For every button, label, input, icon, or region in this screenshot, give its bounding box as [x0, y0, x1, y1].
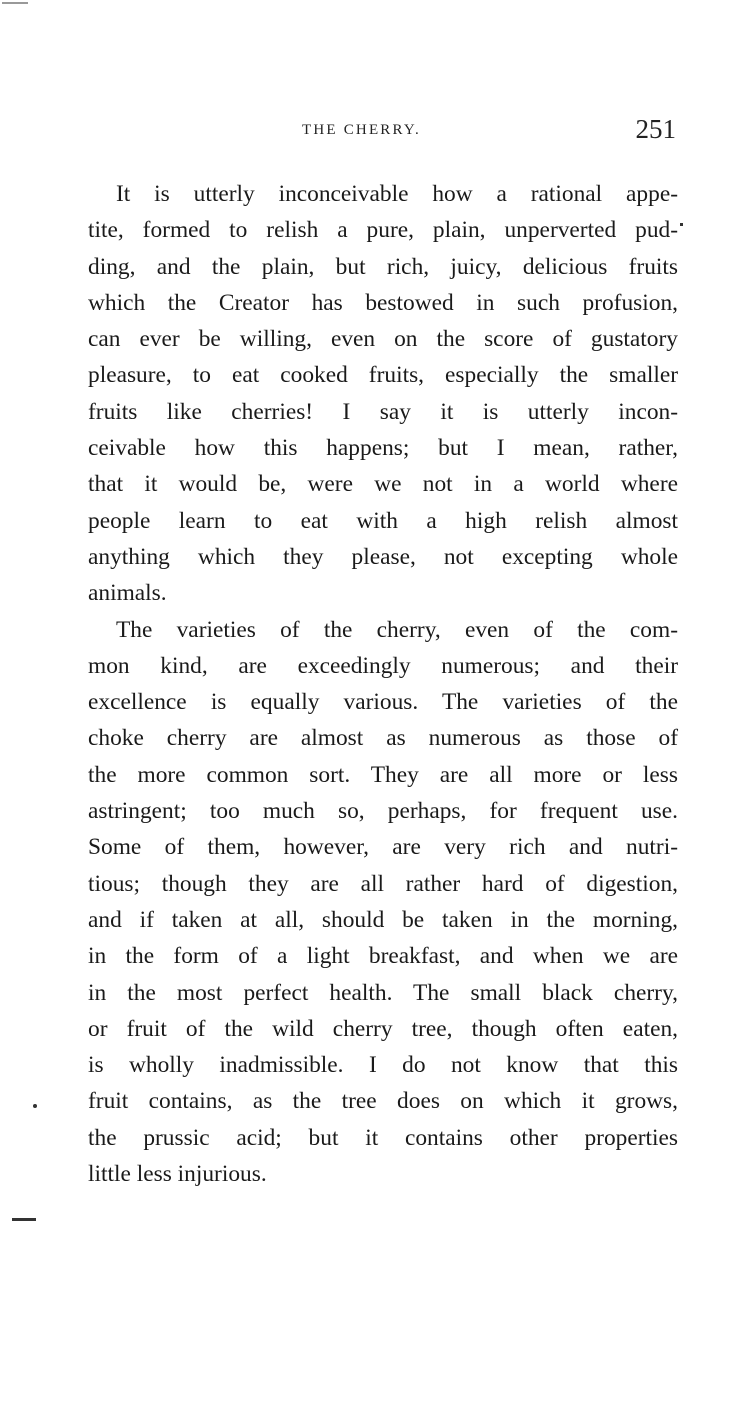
text-line: can ever be willing, even on the score of gustatory [88, 326, 678, 353]
paragraph-1 [88, 176, 678, 612]
text-line: Some of them, however, are very rich and nutri- [88, 834, 678, 861]
text-line: people learn to eat with a high relish almost [88, 507, 678, 534]
scan-speck-top-left [2, 2, 28, 4]
text-line: is wholly inadmissible. I do not know that this [88, 1052, 678, 1079]
running-title: THE CHERRY. [302, 122, 421, 138]
text-line: The varieties of the cherry, even of the com- [116, 616, 678, 643]
text-line: that it would be, were we not in a world where [88, 471, 678, 498]
text-line: which the Creator has bestowed in such profusion, [88, 289, 678, 316]
text-line: pleasure, to eat cooked fruits, especially the smaller [88, 362, 678, 389]
text-line: choke cherry are almost as numerous as those of [88, 725, 678, 752]
text-line: tite, formed to relish a pure, plain, unperverted pud- [88, 217, 678, 244]
text-line: animals. [88, 580, 167, 607]
text-line: astringent; too much so, perhaps, for frequent use. [88, 798, 678, 825]
text-line: tious; though they are all rather hard of digestion, [88, 870, 678, 897]
scan-speck-margin-dash [12, 1218, 36, 1221]
text-line: or fruit of the wild cherry tree, though often eaten, [88, 1015, 678, 1042]
scan-speck-margin-dot [33, 1104, 37, 1108]
body-text [88, 176, 678, 1192]
text-line: mon kind, are exceedingly numerous; and their [88, 652, 678, 679]
text-line: in the form of a light breakfast, and when we are [88, 943, 678, 970]
scan-speck-right-margin [680, 223, 683, 226]
text-line: It is utterly inconceivable how a rational appe- [116, 181, 678, 207]
text-line: anything which they please, not excepting whole [88, 543, 678, 570]
text-line: in the most perfect health. The small black cherry, [88, 979, 678, 1006]
text-line: little less injurious. [88, 1161, 267, 1188]
text-line: and if taken at all, should be taken in the morning, [88, 906, 678, 933]
text-line: fruits like cherries! I say it is utterly incon- [88, 398, 678, 425]
text-line: ceivable how this happens; but I mean, rather, [88, 435, 678, 462]
text-line: fruit contains, as the tree does on which it grows, [88, 1088, 678, 1115]
running-head [88, 114, 678, 158]
text-line: the more common sort. They are all more or less [88, 761, 678, 788]
paragraph-2 [88, 612, 678, 1193]
page-number: 251 [635, 114, 676, 144]
text-line: the prussic acid; but it contains other properties [88, 1124, 678, 1151]
text-line: ding, and the plain, but rich, juicy, delicious fruits [88, 253, 678, 280]
text-line: excellence is equally various. The varieties of the [88, 689, 678, 716]
